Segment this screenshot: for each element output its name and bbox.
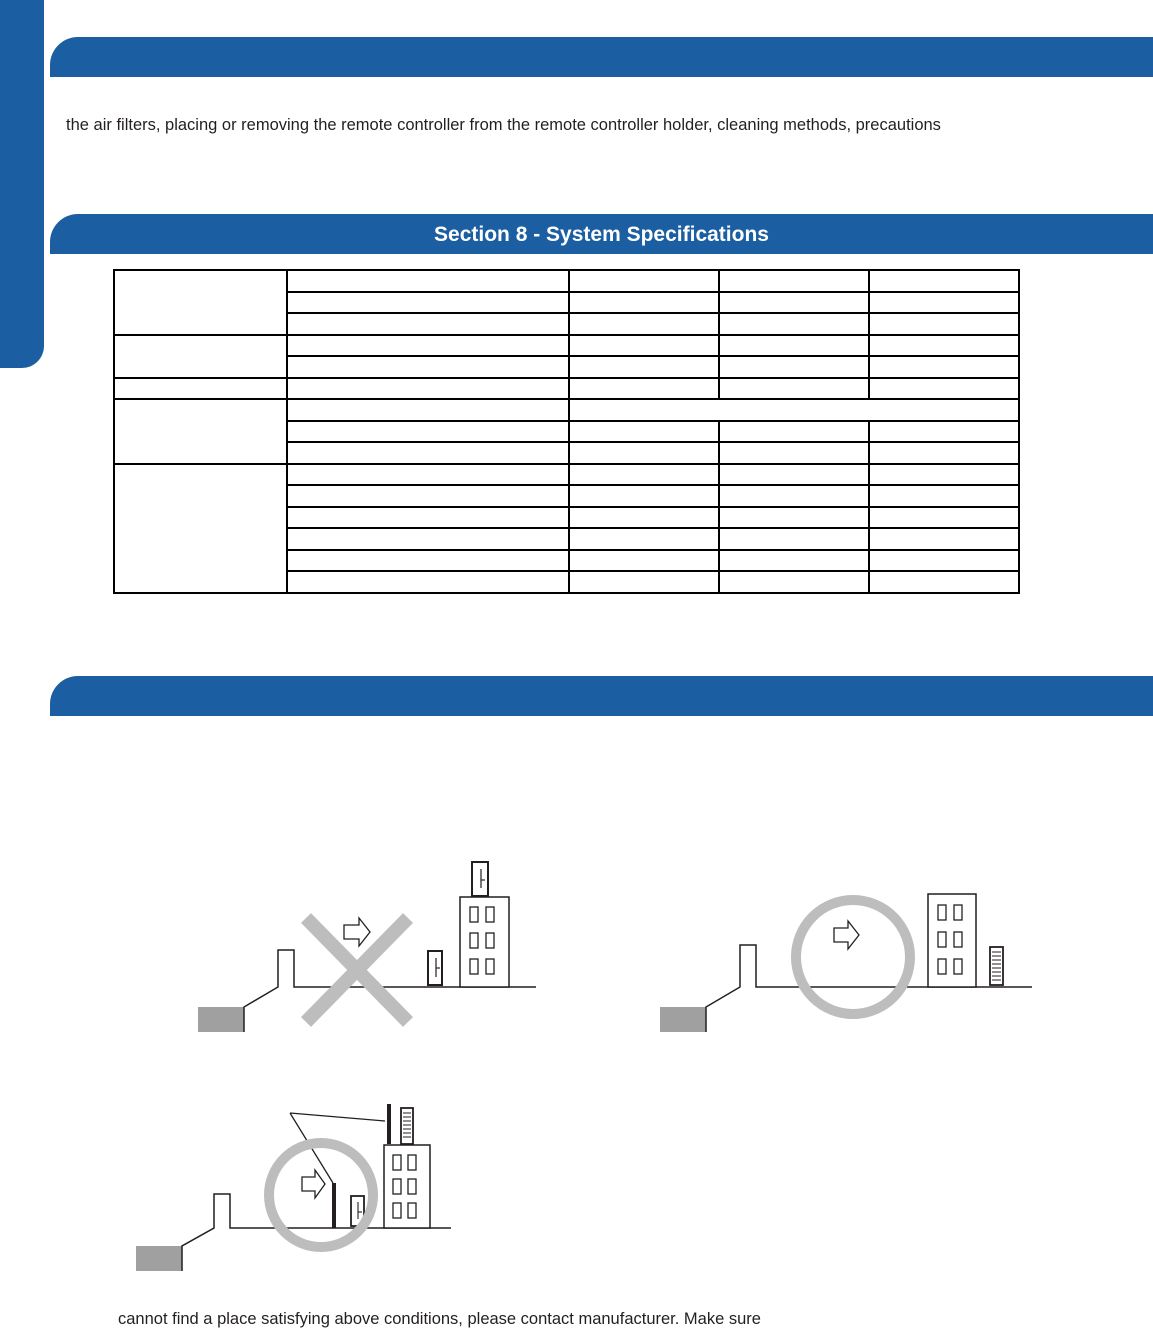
outdoor-unit-ground-icon (428, 951, 442, 985)
figure-incorrect-placement (198, 862, 536, 1032)
intro-paragraph: the air filters, placing or removing the remote controller from the remote controller holder, cleaning methods, precautions (66, 116, 941, 134)
building-icon (928, 894, 976, 987)
ground-line (706, 945, 1032, 1032)
figure-correct-placement (660, 894, 1032, 1032)
rooftop-unit-icon (387, 1104, 413, 1144)
barrier-wall-icon (332, 1183, 336, 1228)
circle-mark-icon (796, 900, 910, 1014)
wind-arrow-icon (834, 921, 859, 949)
wind-arrow-icon (344, 918, 370, 946)
building-icon (460, 897, 509, 987)
house-block-icon (136, 1246, 182, 1271)
wind-arrow-icon (302, 1170, 325, 1198)
section-title: Section 8 - System Specifications (434, 223, 769, 246)
outdoor-unit-icon (990, 947, 1003, 985)
building-icon (384, 1145, 430, 1228)
circle-mark-icon (269, 1143, 373, 1247)
figure-correct-placement-with-barrier (136, 1104, 451, 1271)
outdoor-unit-rooftop-icon (472, 862, 488, 896)
house-block-icon (198, 1007, 244, 1032)
house-block-icon (660, 1007, 706, 1032)
footer-paragraph: cannot find a place satisfying above conditions, please contact manufacturer. Make sure (118, 1310, 761, 1328)
